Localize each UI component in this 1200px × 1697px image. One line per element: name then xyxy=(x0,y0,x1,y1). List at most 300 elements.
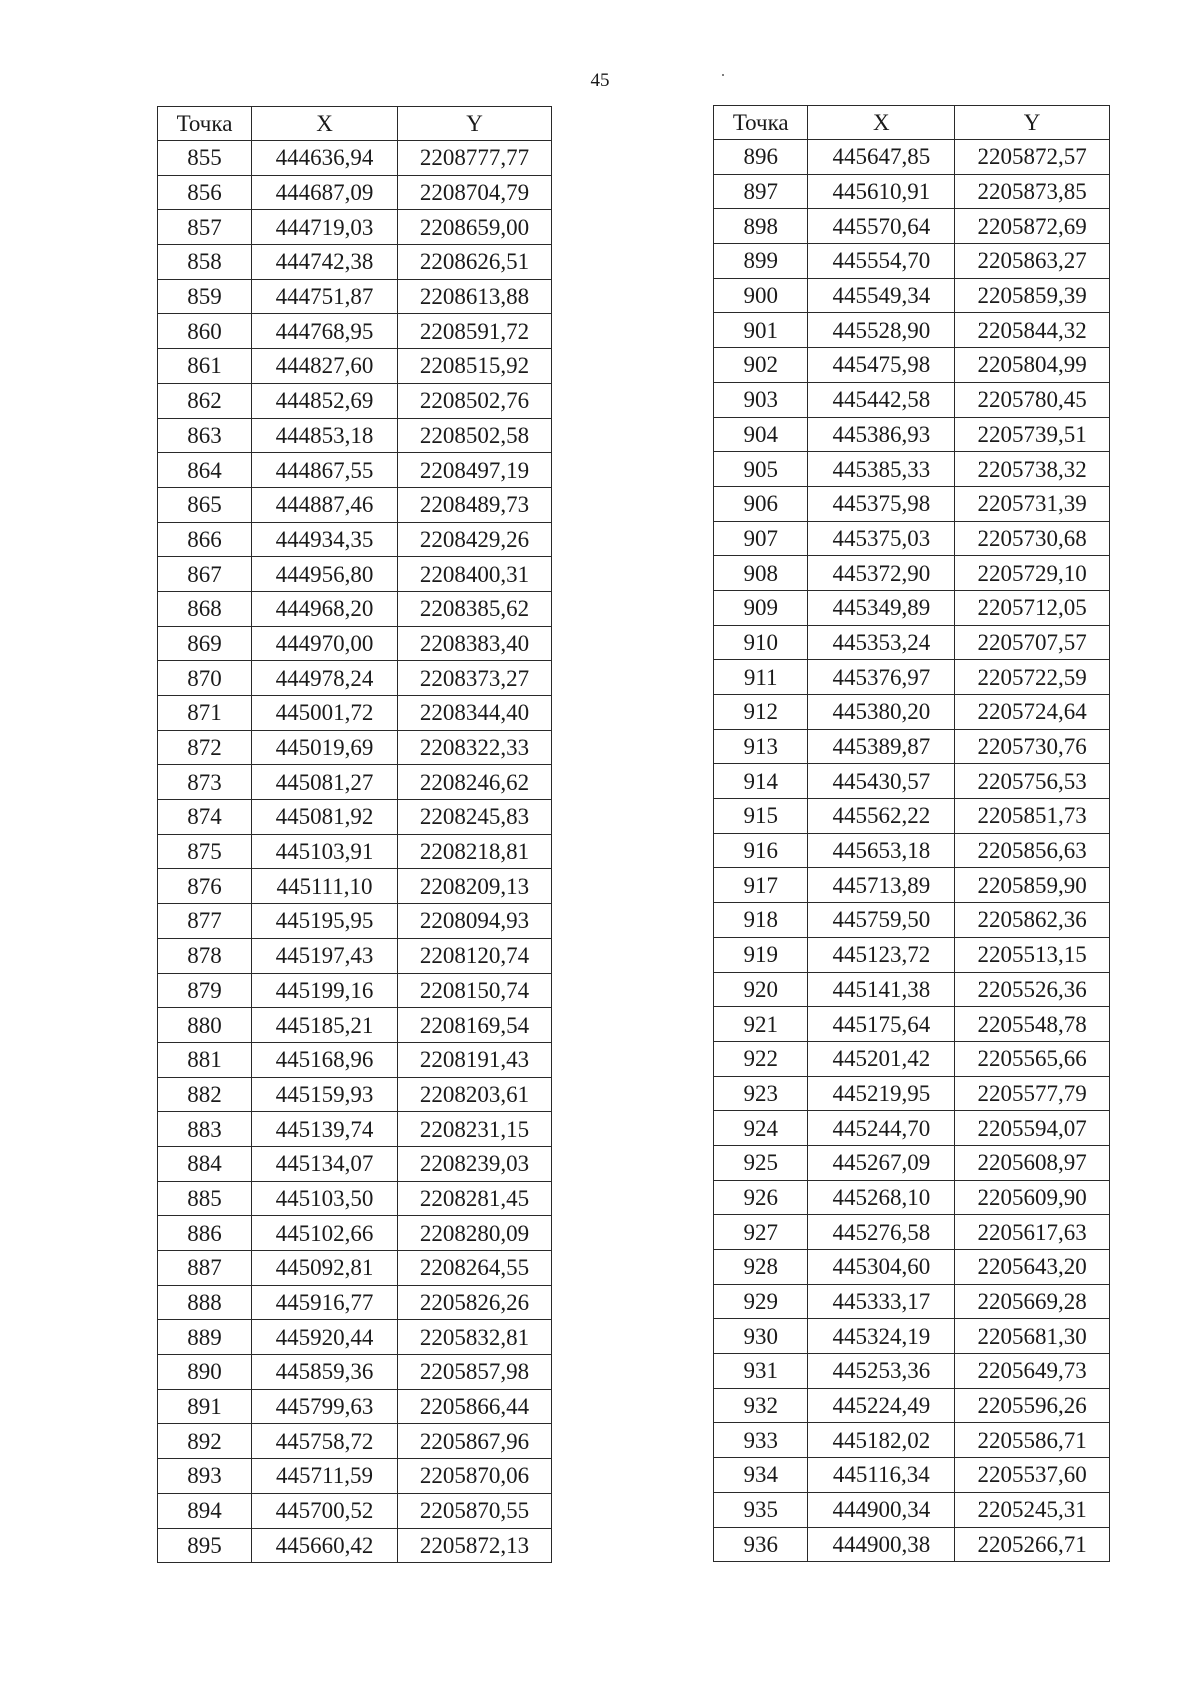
table-row xyxy=(714,452,1110,487)
y-cell: 2205729,10 xyxy=(955,556,1110,591)
table-row xyxy=(158,626,552,661)
x-cell: 445799,63 xyxy=(252,1389,398,1424)
table-row xyxy=(158,730,552,765)
x-cell: 445920,44 xyxy=(252,1320,398,1355)
table-row xyxy=(158,1251,552,1286)
table-row xyxy=(158,557,552,592)
y-cell: 2205862,36 xyxy=(955,903,1110,938)
x-cell: 444978,24 xyxy=(252,661,398,696)
point-cell: 888 xyxy=(158,1285,252,1320)
x-cell: 445103,91 xyxy=(252,834,398,869)
point-cell: 930 xyxy=(714,1319,808,1354)
y-cell: 2208150,74 xyxy=(398,973,552,1008)
x-cell: 445376,97 xyxy=(808,660,955,695)
x-cell: 445349,89 xyxy=(808,590,955,625)
y-cell: 2205643,20 xyxy=(955,1250,1110,1285)
x-cell: 445185,21 xyxy=(252,1008,398,1043)
y-cell: 2208120,74 xyxy=(398,938,552,973)
x-cell: 444853,18 xyxy=(252,418,398,453)
point-cell: 913 xyxy=(714,729,808,764)
y-cell: 2208203,61 xyxy=(398,1077,552,1112)
y-cell: 2205857,98 xyxy=(398,1355,552,1390)
table-row xyxy=(714,1145,1110,1180)
table-row xyxy=(158,1355,552,1390)
x-cell: 445159,93 xyxy=(252,1077,398,1112)
y-cell: 2208659,00 xyxy=(398,210,552,245)
x-cell: 445562,22 xyxy=(808,799,955,834)
table-row xyxy=(158,487,552,522)
x-cell: 445081,92 xyxy=(252,800,398,835)
table-row xyxy=(714,1076,1110,1111)
x-cell: 445141,38 xyxy=(808,972,955,1007)
table-row xyxy=(714,695,1110,730)
table-row xyxy=(158,1285,552,1320)
table-row xyxy=(714,382,1110,417)
y-cell: 2205730,76 xyxy=(955,729,1110,764)
point-cell: 892 xyxy=(158,1424,252,1459)
table-row xyxy=(158,1493,552,1528)
x-cell: 445001,72 xyxy=(252,696,398,731)
x-cell: 445333,17 xyxy=(808,1284,955,1319)
table-row xyxy=(714,1354,1110,1389)
point-cell: 865 xyxy=(158,487,252,522)
x-cell: 445019,69 xyxy=(252,730,398,765)
table-row xyxy=(158,938,552,973)
point-cell: 869 xyxy=(158,626,252,661)
table-row xyxy=(158,834,552,869)
y-cell: 2205608,97 xyxy=(955,1145,1110,1180)
x-cell: 445253,36 xyxy=(808,1354,955,1389)
y-cell: 2205617,63 xyxy=(955,1215,1110,1250)
table-row xyxy=(714,1250,1110,1285)
x-cell: 445660,42 xyxy=(252,1528,398,1563)
x-cell: 445175,64 xyxy=(808,1007,955,1042)
x-cell: 445182,02 xyxy=(808,1423,955,1458)
x-cell: 445375,98 xyxy=(808,486,955,521)
x-cell: 444968,20 xyxy=(252,591,398,626)
y-cell: 2205724,64 xyxy=(955,695,1110,730)
point-cell: 935 xyxy=(714,1492,808,1527)
y-cell: 2208191,43 xyxy=(398,1042,552,1077)
y-cell: 2208613,88 xyxy=(398,279,552,314)
table-row xyxy=(158,383,552,418)
point-cell: 868 xyxy=(158,591,252,626)
table-row xyxy=(158,1146,552,1181)
x-cell: 445713,89 xyxy=(808,868,955,903)
point-cell: 908 xyxy=(714,556,808,591)
point-cell: 906 xyxy=(714,486,808,521)
y-cell: 2205851,73 xyxy=(955,799,1110,834)
y-cell: 2205266,71 xyxy=(955,1527,1110,1562)
x-cell: 444852,69 xyxy=(252,383,398,418)
x-cell: 444636,94 xyxy=(252,141,398,176)
point-cell: 907 xyxy=(714,521,808,556)
x-cell: 445134,07 xyxy=(252,1146,398,1181)
point-cell: 860 xyxy=(158,314,252,349)
y-cell: 2208264,55 xyxy=(398,1251,552,1286)
point-cell: 914 xyxy=(714,764,808,799)
x-cell: 445389,87 xyxy=(808,729,955,764)
y-cell: 2205537,60 xyxy=(955,1458,1110,1493)
table-row xyxy=(158,453,552,488)
point-cell: 862 xyxy=(158,383,252,418)
x-cell: 444768,95 xyxy=(252,314,398,349)
y-cell: 2205712,05 xyxy=(955,590,1110,625)
y-cell: 2208209,13 xyxy=(398,869,552,904)
point-cell: 887 xyxy=(158,1251,252,1286)
y-cell: 2208385,62 xyxy=(398,591,552,626)
point-cell: 890 xyxy=(158,1355,252,1390)
point-cell: 933 xyxy=(714,1423,808,1458)
table-row xyxy=(158,245,552,280)
table-row xyxy=(158,141,552,176)
x-cell: 445653,18 xyxy=(808,833,955,868)
point-cell: 922 xyxy=(714,1041,808,1076)
page-number: 45 xyxy=(590,70,610,91)
point-cell: 871 xyxy=(158,696,252,731)
point-cell: 874 xyxy=(158,800,252,835)
y-cell: 2205870,06 xyxy=(398,1459,552,1494)
y-cell: 2208239,03 xyxy=(398,1146,552,1181)
x-cell: 445442,58 xyxy=(808,382,955,417)
y-cell: 2208245,83 xyxy=(398,800,552,835)
y-cell: 2208344,40 xyxy=(398,696,552,731)
point-cell: 870 xyxy=(158,661,252,696)
point-cell: 934 xyxy=(714,1458,808,1493)
x-cell: 445475,98 xyxy=(808,348,955,383)
x-cell: 445324,19 xyxy=(808,1319,955,1354)
point-cell: 866 xyxy=(158,522,252,557)
header-x: X xyxy=(252,107,398,141)
point-cell: 897 xyxy=(714,174,808,209)
x-cell: 445139,74 xyxy=(252,1112,398,1147)
x-cell: 445197,43 xyxy=(252,938,398,973)
point-cell: 895 xyxy=(158,1528,252,1563)
y-cell: 2205707,57 xyxy=(955,625,1110,660)
x-cell: 445385,33 xyxy=(808,452,955,487)
header-point: Точка xyxy=(714,106,808,140)
x-cell: 445700,52 xyxy=(252,1493,398,1528)
table-row xyxy=(714,660,1110,695)
point-cell: 879 xyxy=(158,973,252,1008)
x-cell: 444887,46 xyxy=(252,487,398,522)
point-cell: 915 xyxy=(714,799,808,834)
y-cell: 2205844,32 xyxy=(955,313,1110,348)
y-cell: 2205594,07 xyxy=(955,1111,1110,1146)
point-cell: 857 xyxy=(158,210,252,245)
table-row xyxy=(714,1111,1110,1146)
coordinates-table-left xyxy=(157,106,552,1563)
table-row xyxy=(714,868,1110,903)
table-body xyxy=(158,141,552,1563)
y-cell: 2208429,26 xyxy=(398,522,552,557)
table-row xyxy=(714,244,1110,279)
table-row xyxy=(714,1180,1110,1215)
table-row xyxy=(714,556,1110,591)
y-cell: 2205872,69 xyxy=(955,209,1110,244)
y-cell: 2205730,68 xyxy=(955,521,1110,556)
y-cell: 2205681,30 xyxy=(955,1319,1110,1354)
y-cell: 2208280,09 xyxy=(398,1216,552,1251)
y-cell: 2208231,15 xyxy=(398,1112,552,1147)
table-row xyxy=(158,175,552,210)
y-cell: 2205756,53 xyxy=(955,764,1110,799)
x-cell: 444751,87 xyxy=(252,279,398,314)
point-cell: 863 xyxy=(158,418,252,453)
x-cell: 445116,34 xyxy=(808,1458,955,1493)
header-y: Y xyxy=(955,106,1110,140)
x-cell: 444719,03 xyxy=(252,210,398,245)
y-cell: 2208094,93 xyxy=(398,904,552,939)
table-row xyxy=(158,765,552,800)
point-cell: 877 xyxy=(158,904,252,939)
y-cell: 2205866,44 xyxy=(398,1389,552,1424)
point-cell: 878 xyxy=(158,938,252,973)
x-cell: 445102,66 xyxy=(252,1216,398,1251)
point-cell: 899 xyxy=(714,244,808,279)
y-cell: 2205872,13 xyxy=(398,1528,552,1563)
x-cell: 445711,59 xyxy=(252,1459,398,1494)
y-cell: 2205859,90 xyxy=(955,868,1110,903)
point-cell: 911 xyxy=(714,660,808,695)
point-cell: 886 xyxy=(158,1216,252,1251)
y-cell: 2208502,58 xyxy=(398,418,552,453)
table-row xyxy=(158,1077,552,1112)
y-cell: 2208515,92 xyxy=(398,349,552,384)
y-cell: 2205586,71 xyxy=(955,1423,1110,1458)
table-row xyxy=(158,1181,552,1216)
point-cell: 889 xyxy=(158,1320,252,1355)
table-row xyxy=(158,1459,552,1494)
table-row xyxy=(714,1319,1110,1354)
y-cell: 2205649,73 xyxy=(955,1354,1110,1389)
table-row xyxy=(158,904,552,939)
x-cell: 444970,00 xyxy=(252,626,398,661)
point-cell: 881 xyxy=(158,1042,252,1077)
table-row xyxy=(714,972,1110,1007)
point-cell: 856 xyxy=(158,175,252,210)
x-cell: 445201,42 xyxy=(808,1041,955,1076)
point-cell: 901 xyxy=(714,313,808,348)
y-cell: 2208281,45 xyxy=(398,1181,552,1216)
x-cell: 445372,90 xyxy=(808,556,955,591)
y-cell: 2205526,36 xyxy=(955,972,1110,1007)
header-point: Точка xyxy=(158,107,252,141)
y-cell: 2208489,73 xyxy=(398,487,552,522)
point-cell: 861 xyxy=(158,349,252,384)
y-cell: 2208502,76 xyxy=(398,383,552,418)
y-cell: 2205609,90 xyxy=(955,1180,1110,1215)
table-row xyxy=(714,764,1110,799)
x-cell: 445199,16 xyxy=(252,973,398,1008)
table-row xyxy=(158,973,552,1008)
x-cell: 445219,95 xyxy=(808,1076,955,1111)
table-row xyxy=(158,1528,552,1563)
x-cell: 445276,58 xyxy=(808,1215,955,1250)
x-cell: 445168,96 xyxy=(252,1042,398,1077)
table-row xyxy=(158,1216,552,1251)
table-row xyxy=(714,209,1110,244)
point-cell: 912 xyxy=(714,695,808,730)
y-cell: 2205804,99 xyxy=(955,348,1110,383)
point-cell: 902 xyxy=(714,348,808,383)
table-row xyxy=(158,1042,552,1077)
table-header-row xyxy=(158,107,552,141)
table-row xyxy=(714,937,1110,972)
point-cell: 873 xyxy=(158,765,252,800)
y-cell: 2205245,31 xyxy=(955,1492,1110,1527)
table-row xyxy=(158,522,552,557)
point-cell: 885 xyxy=(158,1181,252,1216)
table-row xyxy=(158,1389,552,1424)
x-cell: 445430,57 xyxy=(808,764,955,799)
x-cell: 445103,50 xyxy=(252,1181,398,1216)
point-cell: 859 xyxy=(158,279,252,314)
table-row xyxy=(714,1458,1110,1493)
table-row xyxy=(714,1041,1110,1076)
point-cell: 920 xyxy=(714,972,808,1007)
point-cell: 903 xyxy=(714,382,808,417)
point-cell: 917 xyxy=(714,868,808,903)
y-cell: 2205596,26 xyxy=(955,1388,1110,1423)
x-cell: 445353,24 xyxy=(808,625,955,660)
table-row xyxy=(158,1112,552,1147)
x-cell: 444900,38 xyxy=(808,1527,955,1562)
point-cell: 896 xyxy=(714,140,808,175)
table-row xyxy=(714,278,1110,313)
point-cell: 931 xyxy=(714,1354,808,1389)
y-cell: 2208169,54 xyxy=(398,1008,552,1043)
table-row xyxy=(158,349,552,384)
table-row xyxy=(714,1215,1110,1250)
table-row xyxy=(158,869,552,904)
y-cell: 2205863,27 xyxy=(955,244,1110,279)
point-cell: 891 xyxy=(158,1389,252,1424)
table-row xyxy=(714,590,1110,625)
table-row xyxy=(714,348,1110,383)
point-cell: 932 xyxy=(714,1388,808,1423)
y-cell: 2205873,85 xyxy=(955,174,1110,209)
header-x: X xyxy=(808,106,955,140)
y-cell: 2208497,19 xyxy=(398,453,552,488)
point-cell: 910 xyxy=(714,625,808,660)
x-cell: 445267,09 xyxy=(808,1145,955,1180)
table-row xyxy=(714,1007,1110,1042)
table-row xyxy=(158,210,552,245)
y-cell: 2205872,57 xyxy=(955,140,1110,175)
point-cell: 929 xyxy=(714,1284,808,1319)
table-row xyxy=(158,418,552,453)
y-cell: 2208218,81 xyxy=(398,834,552,869)
table-row xyxy=(714,903,1110,938)
point-cell: 916 xyxy=(714,833,808,868)
x-cell: 445386,93 xyxy=(808,417,955,452)
header-y: Y xyxy=(398,107,552,141)
x-cell: 444867,55 xyxy=(252,453,398,488)
x-cell: 444742,38 xyxy=(252,245,398,280)
x-cell: 445244,70 xyxy=(808,1111,955,1146)
table-row xyxy=(158,1008,552,1043)
x-cell: 445304,60 xyxy=(808,1250,955,1285)
x-cell: 445549,34 xyxy=(808,278,955,313)
table-header-row xyxy=(714,106,1110,140)
x-cell: 445647,85 xyxy=(808,140,955,175)
table-row xyxy=(714,140,1110,175)
point-cell: 900 xyxy=(714,278,808,313)
table-row xyxy=(714,625,1110,660)
table-row xyxy=(714,313,1110,348)
table-row xyxy=(158,1320,552,1355)
point-cell: 921 xyxy=(714,1007,808,1042)
x-cell: 445554,70 xyxy=(808,244,955,279)
table-row xyxy=(158,591,552,626)
y-cell: 2205548,78 xyxy=(955,1007,1110,1042)
table-row xyxy=(714,417,1110,452)
point-cell: 928 xyxy=(714,1250,808,1285)
point-cell: 923 xyxy=(714,1076,808,1111)
point-cell: 898 xyxy=(714,209,808,244)
table-row xyxy=(714,833,1110,868)
y-cell: 2205577,79 xyxy=(955,1076,1110,1111)
y-cell: 2205739,51 xyxy=(955,417,1110,452)
y-cell: 2208322,33 xyxy=(398,730,552,765)
point-cell: 927 xyxy=(714,1215,808,1250)
x-cell: 445081,27 xyxy=(252,765,398,800)
point-cell: 909 xyxy=(714,590,808,625)
table-row xyxy=(158,1424,552,1459)
y-cell: 2205731,39 xyxy=(955,486,1110,521)
x-cell: 444934,35 xyxy=(252,522,398,557)
x-cell: 445570,64 xyxy=(808,209,955,244)
y-cell: 2205832,81 xyxy=(398,1320,552,1355)
y-cell: 2205859,39 xyxy=(955,278,1110,313)
y-cell: 2205867,96 xyxy=(398,1424,552,1459)
point-cell: 858 xyxy=(158,245,252,280)
point-cell: 884 xyxy=(158,1146,252,1181)
table-row xyxy=(158,314,552,349)
point-cell: 867 xyxy=(158,557,252,592)
table-row xyxy=(714,486,1110,521)
y-cell: 2205565,66 xyxy=(955,1041,1110,1076)
point-cell: 864 xyxy=(158,453,252,488)
point-cell: 894 xyxy=(158,1493,252,1528)
y-cell: 2208400,31 xyxy=(398,557,552,592)
x-cell: 445380,20 xyxy=(808,695,955,730)
x-cell: 445224,49 xyxy=(808,1388,955,1423)
x-cell: 445195,95 xyxy=(252,904,398,939)
x-cell: 445123,72 xyxy=(808,937,955,972)
x-cell: 445268,10 xyxy=(808,1180,955,1215)
y-cell: 2208704,79 xyxy=(398,175,552,210)
table-row xyxy=(158,696,552,731)
x-cell: 444900,34 xyxy=(808,1492,955,1527)
x-cell: 445528,90 xyxy=(808,313,955,348)
table-row xyxy=(158,279,552,314)
point-cell: 882 xyxy=(158,1077,252,1112)
y-cell: 2208246,62 xyxy=(398,765,552,800)
point-cell: 893 xyxy=(158,1459,252,1494)
point-cell: 926 xyxy=(714,1180,808,1215)
table-row xyxy=(714,1388,1110,1423)
point-cell: 918 xyxy=(714,903,808,938)
x-cell: 445092,81 xyxy=(252,1251,398,1286)
x-cell: 445859,36 xyxy=(252,1355,398,1390)
x-cell: 444827,60 xyxy=(252,349,398,384)
x-cell: 444687,09 xyxy=(252,175,398,210)
y-cell: 2205856,63 xyxy=(955,833,1110,868)
table-row xyxy=(158,800,552,835)
x-cell: 445759,50 xyxy=(808,903,955,938)
